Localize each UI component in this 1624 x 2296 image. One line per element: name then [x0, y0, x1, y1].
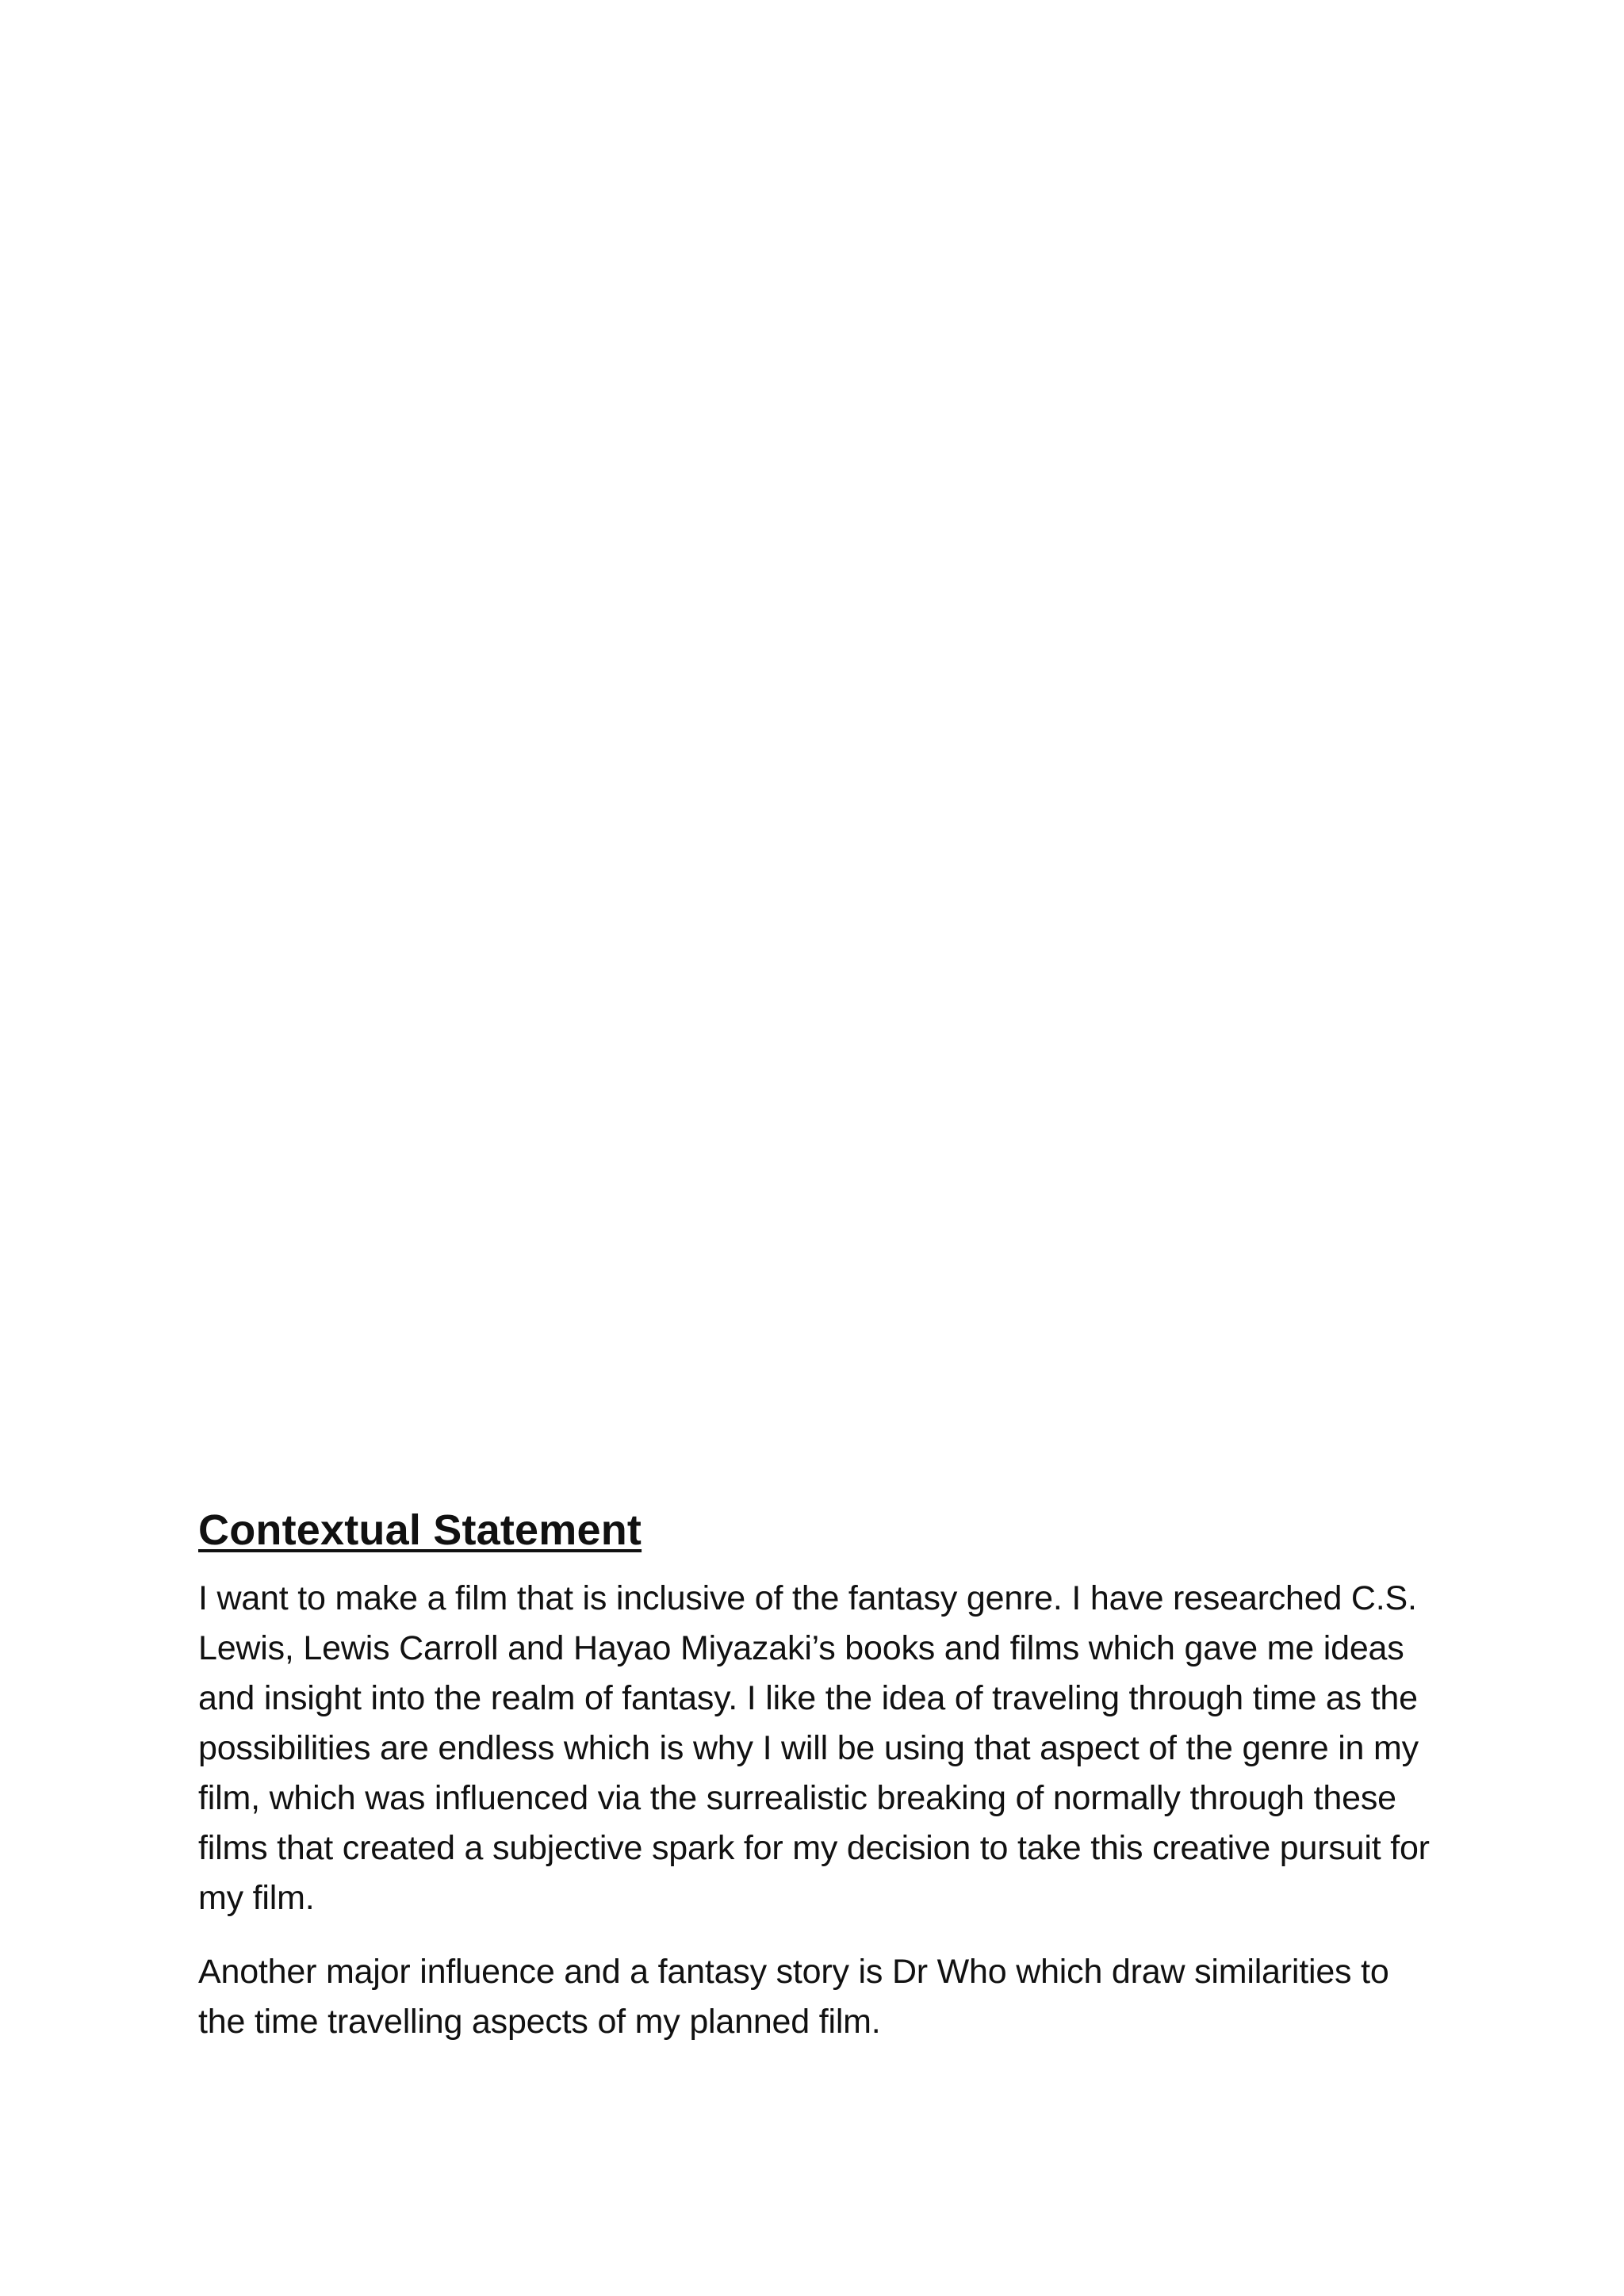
body-paragraph-2: Another major influence and a fantasy story is Dr Who which draw similarities to the time travelling aspects of my planned film. — [198, 1952, 1389, 2041]
section-heading: Contextual Statement — [198, 1506, 642, 1554]
body-paragraph-1: I want to make a film that is inclusive of the fantasy genre. I have researched C.S. Lewis, Lewis Carroll and Hayao Miyazaki’s books and films which gave me ideas and insight into the realm of fantasy. I like the idea of traveling through time as the possibilities are endless which is why I will be using that aspect of the genre in my film, which was influenced via the surrealistic breaking of normally through these films that created a subjective spark for my decision to take this creative pursuit for my film. — [198, 1578, 1430, 1917]
statement-section — [198, 1505, 1435, 2071]
